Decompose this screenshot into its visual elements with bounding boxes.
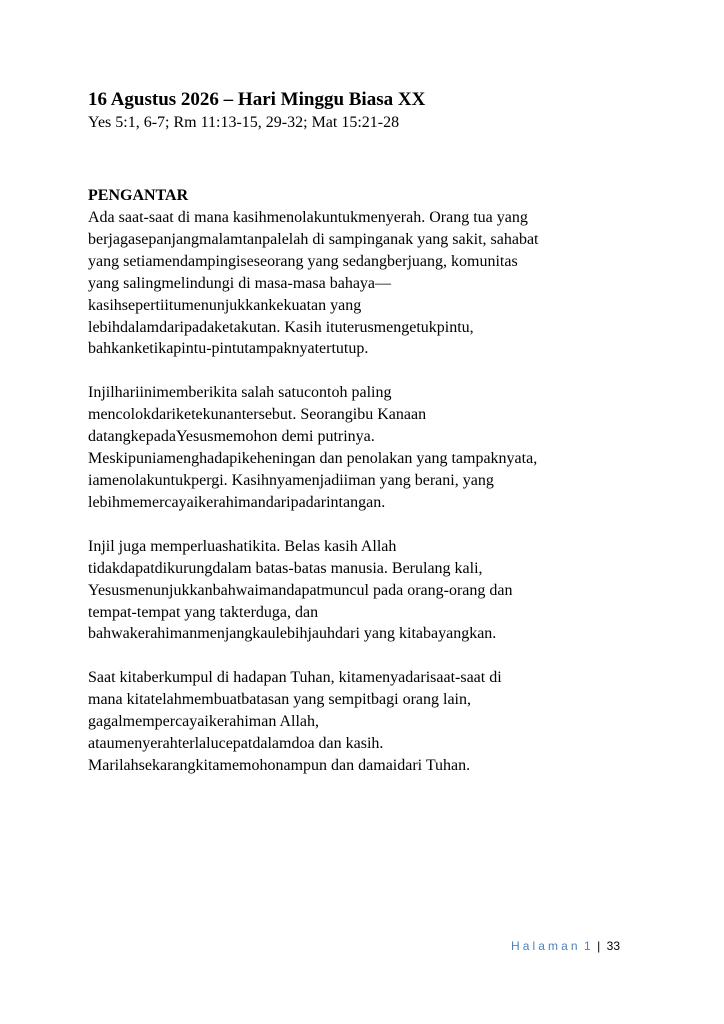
page-number: 1 [584,939,594,953]
scripture-readings: Yes 5:1, 6-7; Rm 11:13-15, 29-32; Mat 15:21-28 [88,114,400,131]
paragraph [88,667,648,777]
paragraph-line: tempat-tempat yang takterduga, dan [88,603,319,621]
paragraph-line: Injilhariinimemberikita salah satucontoh paling [88,384,392,402]
page-separator: | [597,939,601,953]
paragraph-line: Saat kitaberkumpul di hadapan Tuhan, kitamenyadarisaat-saat di [88,669,502,687]
paragraph [88,207,648,360]
page-title: 16 Agustus 2026 – Hari Minggu Biasa XX [88,89,426,110]
paragraph-line: bahwakerahimanmenjangkaulebihjauhdari yang kitabayangkan. [88,625,497,643]
page-footer [511,938,620,954]
page-label: Halaman [510,939,581,953]
paragraph-line: gagalmempercayaikerahiman Allah, [88,713,320,731]
paragraph-line: Yesusmenunjukkanbahwaimandapatmuncul pada orang-orang dan [88,581,513,599]
paragraph-line: mana kitatelahmembuatbatasan yang sempitbagi orang lain, [88,691,471,709]
paragraph-line: lebihmemercayaikerahimandaripadarintangan. [88,493,386,511]
paragraph-line: tidakdapatdikurungdalam batas-batas manusia. Berulang kali, [88,559,483,577]
page-total: 33 [606,939,620,953]
paragraph-line: Meskipuniamenghadapikeheningan dan penolakan yang tampaknyata, [88,450,538,468]
paragraph-line: ataumenyerahterlalucepatdalamdoa dan kasih. [88,735,384,753]
paragraph-line: bahkanketikapintu-pintutampaknyatertutup. [88,340,369,358]
paragraph-line: yang setiamendampingiseseorang yang sedangberjuang, komunitas [88,252,518,270]
paragraph-line: Marilahsekarangkitamemohonampun dan damaidari Tuhan. [88,756,471,774]
paragraph-line: iamenolakuntukpergi. Kasihnyamenjadiiman yang berani, yang [88,471,494,489]
paragraph-line: Ada saat-saat di mana kasihmenolakuntukmenyerah. Orang tua yang [88,209,528,226]
page-content [88,88,648,799]
paragraph-line: kasihsepertiitumenunjukkankekuatan yang [88,296,362,314]
paragraph-line: berjagasepanjangmalamtanpalelah di sampinganak yang sakit, sahabat [88,230,539,248]
paragraph [88,382,648,513]
paragraph-line: mencolokdariketekunantersebut. Seorangibu Kanaan [88,406,427,424]
section-heading: PENGANTAR [88,187,189,204]
paragraph-line: datangkepadaYesusmemohon demi putrinya. [88,428,375,446]
paragraph-line: yang salingmelindungi di masa-masa bahaya— [88,274,392,292]
paragraph-line: lebihdalamdaripadaketakutan. Kasih ituterusmengetukpintu, [88,318,474,336]
paragraph [88,536,648,646]
paragraph-line: Injil juga memperluashatikita. Belas kasih Allah [88,537,397,555]
